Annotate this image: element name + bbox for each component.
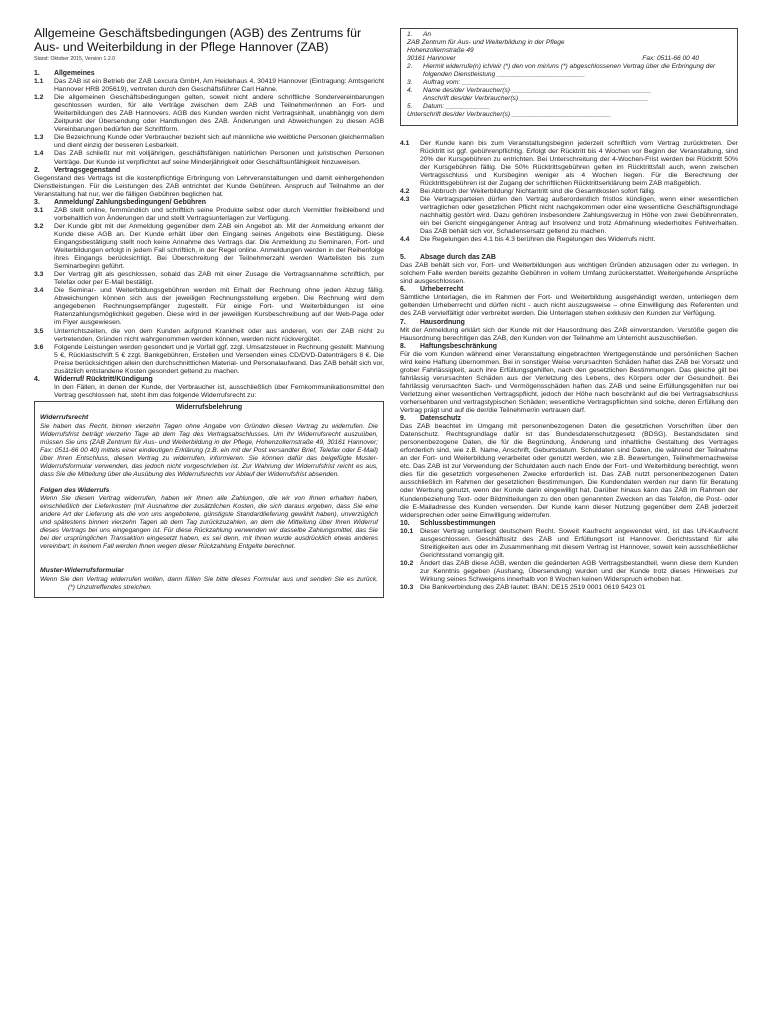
section-5-heading: 5. Absage durch das ZAB [400, 254, 496, 262]
form-line-2: 2. Hiermit widerrufe(n) ich/wir (*) den von mir/uns (*) abgeschlossenen Vertrag über die Erbringung der folgenden Dienstleistung ________________________ [407, 63, 716, 79]
form-line-5: 5. Datum: ____________ [407, 103, 491, 111]
left-column [34, 26, 384, 602]
belehrung-heading-widerrufsrecht: Widerrufsrecht [40, 414, 89, 422]
clause-1-1: 1.1 Das ZAB ist ein Betrieb der ZAB Lexcura GmbH, Am Heidehaus 4, 30419 Hannover (Eintragung: Amtsgericht Hannover HRB 205619), vertreten durch den Geschäftsführer Carl Hahne. [34, 78, 384, 94]
section-4-heading: 4. Widerruf/ Rücktritt/Kündigung [34, 375, 153, 383]
clause-10-2: 10.2 Ändert das ZAB diese AGB, werden die geänderten AGB Vertragsbestandteil, wenn diese dem Kunden zur Kenntnis gegeben (Aushang, Übersendung) wurden und der Kunde trotz dieses Hinweises zur Wirkung seines Schweigens innerhalb von 8 Wochen keinen Widerspruch erhoben hat. [400, 559, 738, 583]
belehrung-text-widerrufsrecht: Sie haben das Recht, binnen vierzehn Tagen ohne Angabe von Gründen diesen Vertrag zu widerrufen. Die Widerrufsfrist beträgt vierzehn Tage ab dem Tag des Vertragsabschlusses. Um Ihr Widerrufsrecht auszuüben, müssen Sie uns (ZAB Zentrum für Aus- und Weiterbildung in der Pflege, Hohenzollernstraße 49, 30161 Hannover; Fax: 0511-66 00 40) mittels einer eindeutigen Erklärung (z.B. ein mit der Post versandter Brief, Telefax oder E-Mail) über Ihren Entschluss, diesen Vertrag zu widerrufen, informieren. Sie können dafür das beigefügte Muster-Widerrufsformular verwenden, das jedoch nicht vorgeschrieben ist. Zur Wahrung der Widerrufsfrist reicht es aus, dass Sie die Mitteilung über die Ausübung des Widerrufsrechts vor Ablauf der Widerrufsfrist absenden. [40, 422, 378, 478]
section-2-heading: 2. Vertragsgegenstand [34, 166, 121, 174]
clause-10-3: 10.3 Die Bankverbindung des ZAB lautet: IBAN: DE15 2519 0001 0619 5423 01 [400, 584, 646, 592]
section-8-text: Für die vom Kunden während einer Veranstaltung eingebrachten Wertgegenstände und persönlichen Sachen wird keine Haftung übernommen. Bei in sonstiger Weise verursachten Schäden haftet das ZAB bei Vorsatz und grober Fahrlässigkeit, auch ihre Erfüllungsgehilfen, nach den gesetzlichen Bestimmungen. Das gleiche gilt bei fahrlässig verursachten Schäden aus der Verletzung des Lebens, des Körpers oder der Gesundheit. Bei fahrlässig verursachten Sach- und Vermögensschäden haften das ZAB und seine Erfüllungsgehilfen nur bei Verletzung einer wesentlichen Vertragspflicht, jedoch der Höhe nach beschränkt auf die bei Vertragsabschluss vorhersehbaren und vertragstypischen Schäden; wesentliche Vertragspflichten sind solche, deren Erfüllung den Vertrag prägt und auf die der/die Teilnehmer/in vertrauen darf. [400, 350, 738, 415]
section-7-heading: 7. Hausordnung [400, 318, 465, 326]
clause-3-5: 3.5 Unterrichtszeiten, die von dem Kunden aufgrund Krankheit oder aus anderen, von der ZAB nicht zu vertretenden, Gründen nicht wahrgenommen werden können, werden nicht rückvergütet. [34, 327, 384, 343]
section-6-heading: 6. Urheberrecht [400, 286, 464, 294]
belehrung-heading-folgen: Folgen des Widerrufs [40, 486, 110, 494]
clause-3-1: 3.1 ZAB stellt online, fernmündlich und schriftlich seine Produkte selbst oder durch Vermittler freibleibend und vorbehaltlich von Änderungen dar und stellt Vertragsunterlagen zur Verfügung. [34, 206, 384, 222]
clause-3-6: 3.6 Folgende Leistungen werden gesondert und je Vorfall ggf. zzgl. Umsatzsteuer in Rechnung gestellt: Mahnung 5 €, Rücklastschrift 5 € zzgl. Bankgebühren, Erstellen und Versenden eines CD/DVD-Datenträgers 8 €. Die Preise berücksichtigen allein den durchschnittlichen Material- und Personalaufwand. Das ZAB behält sich vor, zusätzlich entstandene Kosten gesondert geltend zu machen. [34, 343, 384, 375]
clause-4-2: 4.2 Bei Abbruch der Weiterbildung/ Nichtantritt sind die Gesamtkosten sofort fällig. [400, 187, 656, 195]
section-6-text: Sämtliche Unterlagen, die im Rahmen der Fort- und Weiterbildung ausgehändigt werden, unterliegen dem geltenden Urheberrecht und dürfen nicht - auch nicht auszugsweise – ohne Einwilligung des Referenten und des ZAB vervielfältigt oder verbreitet werden. Die Unterlagen stehen exklusiv den Kunden zur Verfügung. [400, 294, 738, 318]
belehrung-text-muster: Wenn Sie den Vertrag widerrufen wollen, dann füllen Sie bitte dieses Formular aus und senden Sie es zurück. (*) Unzutreffendes streichen. [40, 575, 378, 591]
section-1-heading: 1. Allgemeines [34, 70, 95, 77]
section-5-text: Das ZAB behält sich vor, Fort- und Weiterbildungen aus wichtigen Gründen abzusagen oder zu verlegen. In solchem Falle werden bereits gezahlte Gebühren in vollem Umfang zurückerstattet. Weitergehende Ansprüche sind ausgeschlossen. [400, 262, 738, 286]
form-line-4: 4. Name des/der Verbraucher(s) ______________________________________ [407, 87, 652, 95]
clause-1-3: 1.3 Die Bezeichnung Kunde oder Verbraucher bezieht sich auf männliche wie weibliche Personen gleichermaßen und dient einzig der besseren Lesbarkeit. [34, 134, 384, 150]
clause-10-1: 10.1 Dieser Vertrag unterliegt deutschem Recht. Soweit Kaufrecht angewendet wird, ist das UN-Kaufrecht ausgeschlossen. Geschäftssitz des ZAB und Erfüllungsort ist Hannover. Gerichtsstand für alle Streitigkeiten aus oder im Zusammenhang mit diesem Vertrag ist Hannover, soweit kein ausschließlicher Gerichtsstand vorrangig gilt. [400, 527, 738, 559]
section-10-heading: 10. Schlussbestimmungen [400, 519, 496, 527]
right-column [400, 28, 738, 592]
clause-3-2: 3.2 Der Kunde gibt mit der Anmeldung gegenüber dem ZAB ein Angebot ab. Mit der Anmeldung erkennt der Kunde diese AGB an. Der Kunde erhält über den Eingang seines Angebots eine Bestätigung. Diese Eingangsbestätigung stellt noch keine Annahme des Vertrags dar. Die Anmeldung zu Seminaren, Fort- und Weiterbildungen erfolgt in jedem Fall schriftlich, in der Regel online. Anmeldungen werden in der Reihenfolge ihres Eingangs berücksichtigt. Bei Überschreitung der Teilnehmerzahl werden Wartelisten bis zum Seminarbeginn geführt. [34, 222, 384, 271]
clause-4-1: 4.1 Der Kunde kann bis zum Veranstaltungsbeginn jederzeit schriftlich vom Vertrag zurücktreten. Der Rücktritt ist ggf. gebührenpflichtig. Erfolgt der Rücktritt bis 4 Wochen vor Beginn der Veranstaltung, sind 20% der Kursgebühren zu entrichten. Bei Unterschreitung der 4-Wochen-Frist werden bei Rücktritt 50% der Kursgebühren fällig. Die 50% Rücktrittsgebühren gelten im Rücktrittsfall auch, wenn zwischen Vertragsschluss und Kursbeginn weniger als 4 Wochen liegen. Für die Berechnung der Rücktrittsgebühren ist der Zugang der schriftlichen Rücktrittserklärung beim ZAB maßgeblich. [400, 139, 738, 187]
belehrung-heading-muster: Muster-Widerrufsformular [40, 567, 124, 575]
clause-1-4: 1.4 Das ZAB schließt nur mit volljährigen, geschäftsfähigen natürlichen Personen und juristischen Personen Verträge. Der Kunde ist verpflichtet auf seine Minderjährigkeit oder Geschäftsunfähigkeit hinzuweisen. [34, 150, 384, 166]
form-line-3: 3. Auftrag vom: ____________ [407, 79, 507, 87]
clause-3-4: 3.4 Die Seminar- und Weiterbildungsgebühren werden mit Erhalt der Rechnung ohne jeden Abzug fällig. Abweichungen können sich aus der jeweiligen Rechnungsstellung ergeben. Die Rechnung wird dem angegebenen Rechnungsempfänger zugestellt. Für einige Fort- und Weiterbildungen ist eine Ratenzahlungsmöglichkeit gegeben. Diese wird in der jeweiligen Kursbeschreibung auf der Web-Page oder im Flyer ausgewiesen. [34, 287, 384, 327]
section-4-intro: In den Fällen, in denen der Kunde, der Verbraucher ist, ausschließlich über Fernkommunikationsmittel den Vertrag geschlossen hat, steht ihm das folgende Widerrufsrecht zu: [54, 383, 384, 399]
section-3-heading: 3. Anmeldung/ Zahlungsbedingungen/ Gebühren [34, 198, 206, 206]
document-title: Allgemeine Geschäftsbedingungen (AGB) des Zentrums für Aus- und Weiterbildung in der Pflege Hannover (ZAB) [34, 26, 362, 54]
form-address-3: 30161 Hannover Fax: 0511-66 00 40 [407, 55, 699, 63]
form-signature: Unterschrift des/der Verbraucher(s) ___________________________ [407, 111, 611, 119]
section-8-heading: 8. Haftungsbeschränkung [400, 342, 497, 350]
form-line-1: 1. An [407, 31, 432, 38]
section-9-heading: 9. Datenschutz [400, 415, 461, 423]
form-line-4b: Anschrift des/der Verbraucher(s) ___________________________________ [423, 95, 649, 103]
clause-4-4: 4.4 Die Regelungen des 4.1 bis 4.3 berühren die Regelungen des Widerrufs nicht. [400, 236, 656, 244]
belehrung-text-folgen: Wenn Sie diesen Vertrag widerrufen, haben wir Ihnen alle Zahlungen, die wir von Ihnen erhalten haben, einschließlich der Lieferkosten (mit Ausnahme der zusätzlichen Kosten, die sich daraus ergeben, dass Sie eine andere Art der Lieferung als die von uns angebotene, günstigste Standardlieferung gewählt haben), unverzüglich und spätestens binnen vierzehn Tagen ab dem Tag zurückzuzahlen, an dem die Mitteilung über Ihren Widerruf dieses Vertrags bei uns eingegangen ist. Für diese Rückzahlung verwenden wir dasselbe Zahlungsmittel, das Sie bei der ursprünglichen Transaktion eingesetzt haben, es sei denn, mit Ihnen wurde ausdrücklich etwas anderes vereinbart; in keinem Fall werden Ihnen wegen dieser Rückzahlung Entgelte berechnet. [40, 495, 378, 551]
form-address-2: Hohenzollernstraße 49 [407, 47, 474, 55]
section-2-text: Gegenstand des Vertrags ist die kostenpflichtige Erbringung von Lehrveranstaltungen und damit einhergehenden Dienstleistungen. Für die Leistungen des ZAB entrichtet der Kunde Gebühren. Anspruch auf Teilnahme an der Veranstaltung hat nur, wer die fälligen Gebühren beglichen hat. [34, 174, 384, 198]
clause-4-3: 4.3 Die Vertragsparteien dürfen den Vertrag außerordentlich fristlos kündigen, wenn einer wesentlichen vertraglichen oder gesetzlichen Pflicht nicht nachgekommen oder eine wesentliche Geschäftsgrundlage nachhaltig gestört wird. Dazu gehören insbesondere Zahlungsverzug in Höhe von zwei Gebührenraten, ein bei Gericht eingegangener Antrag auf Insolvenz und trotz Abmahnung wiederholtes Fehlverhalten. Das ZAB behält sich vor, Schadensersatz geltend zu machen. [400, 195, 738, 236]
version-note: Stand: Oktober 2015, Version 1.2.0 [34, 56, 116, 62]
widerruf-form-box [400, 28, 738, 126]
form-address-1: ZAB Zentrum für Aus- und Weiterbildung in der Pflege [407, 39, 565, 47]
clause-1-2: 1.2 Die allgemeinen Geschäftsbedingungen gelten, soweit nicht andere schriftliche Sondervereinbarungen geschlossen wurden, für alle Verträge zwischen dem ZAB und Teilnehmer/innen an Fort- und Weiterbildungen des ZAB Hannovers. AGB des Kunden werden nicht Vertragsinhalt, unabhängig von dem Zeitpunkt der Übersendung oder Handlungen des ZAB. Änderungen und Abweichungen zu diesen AGB Vereinbarungen bedürfen der Schriftform. [34, 94, 384, 134]
section-7-text: Mit der Anmeldung erklärt sich der Kunde mit der Hausordnung des ZAB einverstanden. Verstöße gegen die Hausordnung berechtigen das ZAB, den Kunden von der Teilnahme am Unterricht auszuschließen. [400, 326, 738, 342]
belehrung-title: Widerrufsbelehrung [175, 403, 243, 411]
section-9-text: Das ZAB beachtet im Umgang mit personenbezogenen Daten die gesetzlichen Vorschriften über den Datenschutz. Rechtsgrundlage dafür ist das Bundesdatenschutzgesetz (BDSG). Bestandsdaten sind personenbezogene Daten, die für die Begründung, Änderung und inhaltliche Gestaltung des Vertrages erforderlich sind, wie z.B. Name, Anschrift, Geburtsdatum. Schuldaten sind Daten, die während der Teilnahme an der Fort- und Weiterbildung verarbeitet oder genutzt werden, wie z.B. Bewertungen, Teilnehmernachweise etc. Das ZAB ist zur Verwendung der Schuldaten auch nach Ende der Fort- und Weiterbildung berechtigt, wenn dies für die gesetzlich vorgesehenen Zwecke erforderlich ist. Das ZAB nutzt personenbezogenen Daten ausschließlich im Rahmen der gesetzlichen Bestimmungen. Die Kundendaten werden nur dann für Beratung oder Werbung genutzt, wenn der Kunde darin eingewilligt hat. Darüber hinaus kann das ZAB im Rahmen der Kundenbeziehung Text- oder Bildmitteilungen zu den oben genannten Zwecken an das Telefon, die Post- oder die E-Mailadresse des Kunden versenden. Der Kunde kann dieser Nutzung gegenüber dem ZAB jederzeit widersprechen oder seine Einwilligung widerrufen. [400, 423, 738, 519]
widerrufsbelehrung-box [34, 401, 384, 598]
clause-3-3: 3.3 Der Vertrag gilt als geschlossen, sobald das ZAB mit einer Zusage die Vertragsannahme schriftlich, per Telefax oder per E-Mail bestätigt. [34, 271, 384, 287]
